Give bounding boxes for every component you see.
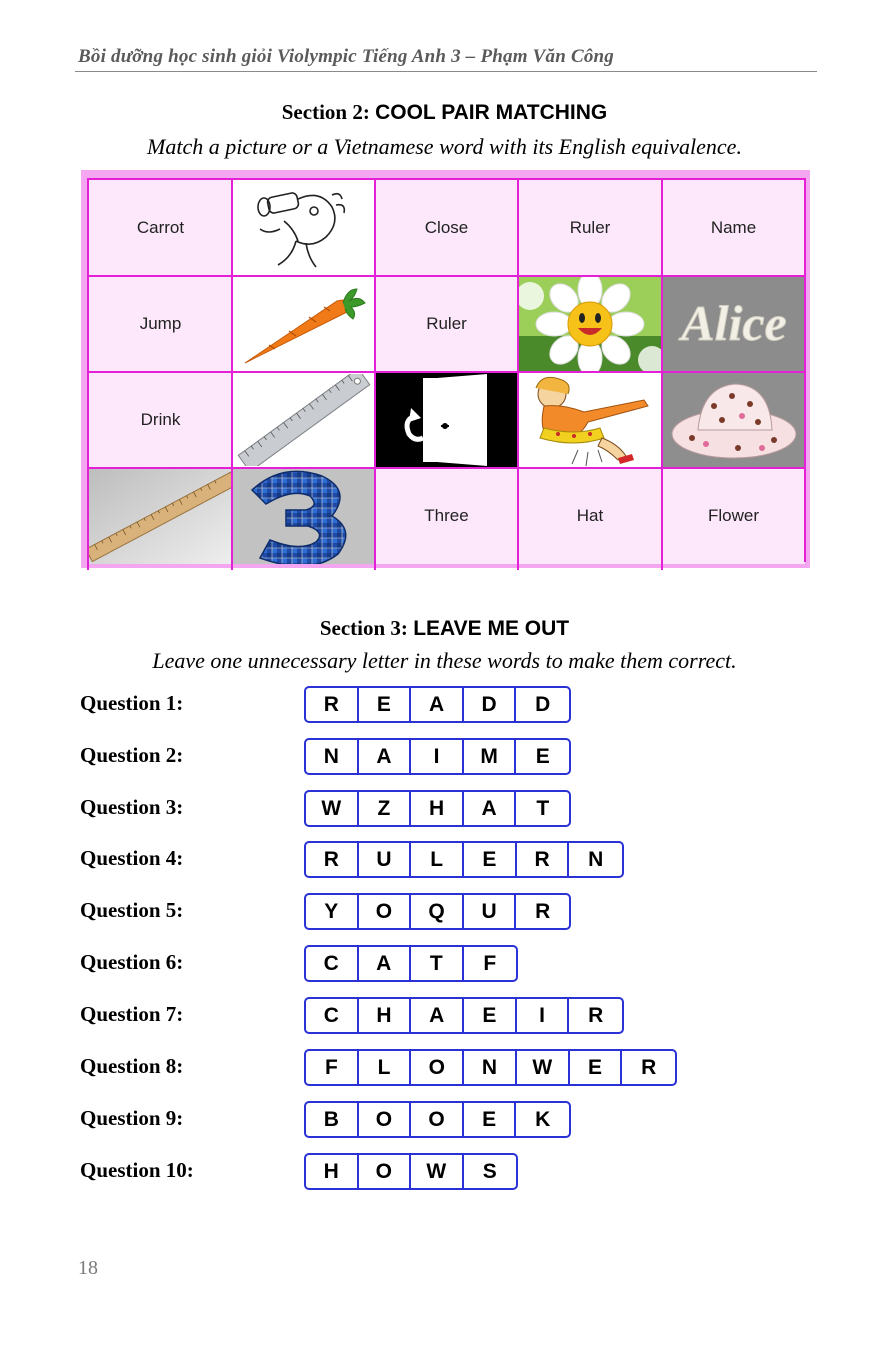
number-three-picture bbox=[232, 468, 375, 564]
letter-box[interactable]: C bbox=[306, 999, 359, 1032]
letter-box[interactable]: O bbox=[359, 1103, 412, 1136]
grid-cell-ruler-top[interactable] bbox=[518, 180, 662, 276]
matching-grid-inner bbox=[89, 180, 805, 564]
grid-line bbox=[517, 178, 519, 570]
letter-box-row bbox=[304, 738, 571, 775]
letter-box[interactable]: C bbox=[306, 947, 359, 980]
grid-cell-hat[interactable] bbox=[662, 372, 805, 468]
grid-cell-smiling-flower[interactable] bbox=[518, 276, 662, 372]
grid-cell-ruler-mid[interactable] bbox=[375, 276, 518, 372]
grid-cell-carrot-picture[interactable] bbox=[232, 276, 375, 372]
letter-box[interactable]: A bbox=[359, 947, 412, 980]
grid-line bbox=[89, 371, 805, 373]
question-label: Question 5: bbox=[80, 898, 184, 922]
letter-box[interactable]: L bbox=[411, 843, 464, 876]
word-jump: Jump bbox=[139, 314, 182, 333]
letter-box-row bbox=[304, 1049, 677, 1086]
letter-box[interactable]: Z bbox=[359, 792, 412, 825]
letter-box[interactable]: A bbox=[464, 792, 517, 825]
grid-cell-jump[interactable] bbox=[89, 276, 232, 372]
grid-cell-close[interactable] bbox=[375, 180, 518, 276]
letter-box-row bbox=[304, 893, 571, 930]
letter-box[interactable]: E bbox=[464, 843, 517, 876]
grid-cell-drink[interactable] bbox=[89, 372, 232, 468]
drinking-boy-picture bbox=[244, 185, 364, 271]
letter-box[interactable]: R bbox=[517, 843, 570, 876]
letter-box[interactable]: L bbox=[359, 1051, 412, 1084]
grid-cell-wooden-ruler[interactable] bbox=[89, 468, 232, 564]
letter-box-row bbox=[304, 997, 624, 1034]
grid-cell-flower[interactable] bbox=[662, 468, 805, 564]
grid-cell-carrot[interactable] bbox=[89, 180, 232, 276]
grid-cell-metal-ruler[interactable] bbox=[232, 372, 375, 468]
grid-line bbox=[374, 178, 376, 570]
section-2-instruction: Match a picture or a Vietnamese word with its English equivalence. bbox=[147, 134, 742, 159]
grid-line bbox=[231, 178, 233, 570]
grid-line bbox=[89, 275, 805, 277]
grid-line bbox=[661, 178, 663, 570]
matching-grid bbox=[81, 170, 810, 568]
grid-line bbox=[804, 178, 806, 562]
section-3-title bbox=[0, 616, 889, 641]
letter-box[interactable]: H bbox=[306, 1155, 359, 1188]
letter-box[interactable]: T bbox=[411, 947, 464, 980]
letter-box[interactable]: D bbox=[464, 688, 517, 721]
grid-cell-jumping-girl[interactable] bbox=[518, 372, 662, 468]
letter-box[interactable]: A bbox=[411, 999, 464, 1032]
letter-box[interactable]: E bbox=[570, 1051, 623, 1084]
letter-box[interactable]: M bbox=[464, 740, 517, 773]
alice-name-text: Alice bbox=[681, 295, 787, 351]
letter-box-row bbox=[304, 1101, 571, 1138]
grid-line bbox=[89, 467, 805, 469]
grid-cell-alice[interactable] bbox=[662, 276, 805, 372]
letter-box[interactable]: I bbox=[517, 999, 570, 1032]
word-ruler-top: Ruler bbox=[569, 218, 611, 237]
wooden-ruler-picture bbox=[89, 468, 232, 564]
letter-box[interactable]: U bbox=[464, 895, 517, 928]
question-label: Question 8: bbox=[80, 1054, 184, 1078]
letter-box[interactable]: E bbox=[359, 688, 412, 721]
letter-box[interactable]: F bbox=[483, 951, 497, 975]
letter-box[interactable]: O bbox=[411, 1051, 464, 1084]
hat-picture bbox=[662, 372, 805, 468]
letter-box[interactable]: Q bbox=[411, 895, 464, 928]
section-2-prefix: Section 2: bbox=[281, 100, 370, 124]
grid-line bbox=[87, 178, 89, 570]
word-name: Name bbox=[710, 218, 757, 237]
section-2-title bbox=[0, 100, 889, 125]
letter-box[interactable]: I bbox=[411, 740, 464, 773]
section-3-prefix: Section 3: bbox=[319, 616, 408, 640]
word-carrot: Carrot bbox=[136, 218, 185, 237]
letter-box[interactable]: H bbox=[411, 792, 464, 825]
letter-box[interactable]: N bbox=[588, 847, 604, 871]
letter-box[interactable]: U bbox=[359, 843, 412, 876]
letter-box[interactable]: Y bbox=[306, 895, 359, 928]
letter-box[interactable]: N bbox=[306, 740, 359, 773]
letter-box[interactable]: W bbox=[306, 792, 359, 825]
letter-box[interactable]: W bbox=[411, 1155, 464, 1188]
letter-box[interactable]: N bbox=[464, 1051, 517, 1084]
letter-box-row bbox=[304, 841, 624, 878]
smiling-flower-picture bbox=[518, 276, 662, 372]
alice-name-picture bbox=[662, 276, 805, 372]
grid-cell-name[interactable] bbox=[662, 180, 805, 276]
question-label: Question 7: bbox=[80, 1002, 184, 1026]
question-label: Question 1: bbox=[80, 691, 184, 715]
question-label: Question 2: bbox=[80, 743, 184, 767]
carrot-picture bbox=[239, 279, 369, 369]
letter-box[interactable]: B bbox=[306, 1103, 359, 1136]
header-rule bbox=[75, 71, 817, 72]
letter-box[interactable]: O bbox=[359, 1155, 412, 1188]
page-number: 18 bbox=[78, 1257, 98, 1279]
question-label: Question 4: bbox=[80, 846, 184, 870]
letter-box[interactable]: R bbox=[306, 843, 359, 876]
letter-box[interactable]: R bbox=[306, 688, 359, 721]
word-drink: Drink bbox=[140, 410, 181, 429]
question-label: Question 3: bbox=[80, 795, 184, 819]
letter-box[interactable]: E bbox=[464, 1103, 517, 1136]
letter-box-row bbox=[304, 686, 571, 723]
grid-cell-number-three[interactable] bbox=[232, 468, 375, 564]
grid-cell-closing-door[interactable] bbox=[375, 372, 518, 468]
word-hat: Hat bbox=[576, 506, 604, 525]
word-flower: Flower bbox=[707, 506, 759, 525]
grid-cell-drinking-boy[interactable] bbox=[232, 180, 375, 276]
letter-box[interactable]: E bbox=[535, 744, 550, 768]
letter-box[interactable]: W bbox=[517, 1051, 570, 1084]
letter-box[interactable]: O bbox=[359, 895, 412, 928]
letter-box[interactable]: E bbox=[464, 999, 517, 1032]
question-label: Question 9: bbox=[80, 1106, 184, 1130]
letter-box[interactable]: D bbox=[535, 692, 551, 716]
grid-line bbox=[89, 178, 805, 180]
question-label: Question 10: bbox=[80, 1158, 194, 1182]
letter-box[interactable]: R bbox=[641, 1055, 657, 1079]
letter-box-row bbox=[304, 945, 518, 982]
letter-box[interactable]: R bbox=[535, 899, 551, 923]
letter-box[interactable]: F bbox=[306, 1051, 359, 1084]
section-2-name: COOL PAIR MATCHING bbox=[375, 101, 608, 124]
letter-box[interactable]: S bbox=[482, 1159, 497, 1183]
letter-box[interactable]: K bbox=[535, 1107, 551, 1131]
word-ruler-mid: Ruler bbox=[426, 314, 467, 333]
word-close: Close bbox=[424, 218, 469, 237]
letter-box[interactable]: A bbox=[359, 740, 412, 773]
section-3-instruction: Leave one unnecessary letter in these words to make them correct. bbox=[152, 648, 737, 673]
section-3-name: LEAVE ME OUT bbox=[413, 617, 570, 640]
word-three: Three bbox=[424, 506, 469, 525]
metal-ruler-picture bbox=[234, 374, 374, 466]
grid-cell-three[interactable] bbox=[375, 468, 518, 564]
letter-box[interactable]: O bbox=[411, 1103, 464, 1136]
letter-box[interactable]: A bbox=[411, 688, 464, 721]
letter-box[interactable]: H bbox=[359, 999, 412, 1032]
letter-box-row bbox=[304, 790, 571, 827]
jumping-girl-picture bbox=[518, 372, 662, 468]
closing-door-picture bbox=[375, 372, 518, 468]
running-header: Bồi dưỡng học sinh giỏi Violympic Tiếng Anh 3 – Phạm Văn Công bbox=[78, 46, 614, 67]
letter-box-row bbox=[304, 1153, 518, 1190]
letter-box[interactable]: R bbox=[588, 1003, 604, 1027]
question-label: Question 6: bbox=[80, 950, 184, 974]
letter-box[interactable]: T bbox=[536, 796, 550, 820]
grid-cell-hat-word[interactable] bbox=[518, 468, 662, 564]
